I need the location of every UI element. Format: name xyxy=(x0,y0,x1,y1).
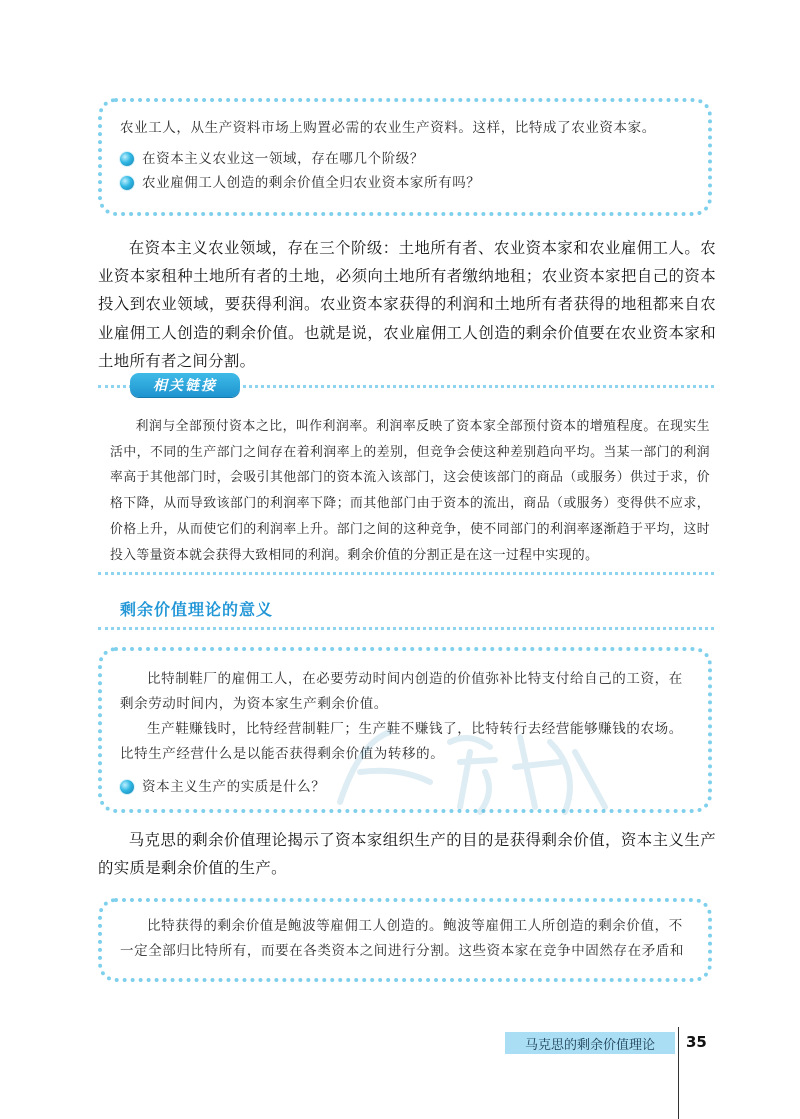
case-text-1: 农业工人，从生产资料市场上购置必需的农业生产资料。这样，比特成了农业资本家。 xyxy=(120,120,656,136)
main-paragraph-classes: 在资本主义农业领域，存在三个阶级：土地所有者、农业资本家和农业雇佣工人。农业资本家租种土地所有者的土地，必须向土地所有者缴纳地租；农业资本家把自己的资本投入到农业领域，要获得利润。农业资本家获得的利润和土地所有者获得的地租都来自农业雇佣工人创造的剩余价值。也就是说，农业雇佣工人创造的剩余价值要在农业资本家和土地所有者之间分割。 xyxy=(98,239,716,370)
page-number: 35 xyxy=(686,1033,707,1051)
footer-chapter-title: 马克思的剩余价值理论 xyxy=(505,1032,675,1054)
question-item-2 xyxy=(120,171,690,195)
case-box-2 xyxy=(98,647,712,813)
section-title-divider xyxy=(98,627,714,630)
question-bullet-icon xyxy=(120,780,134,794)
question-bullet-icon xyxy=(120,176,134,190)
case-text-2b: 生产鞋赚钱时，比特经营制鞋厂；生产鞋不赚钱了，比特转行去经营能够赚钱的农场。比特生产经营什么是以能否获得剩余价值为转移的。 xyxy=(120,721,683,762)
question-item-3 xyxy=(120,775,690,799)
question-text: 资本主义生产的实质是什么？ xyxy=(142,779,326,795)
footer-divider xyxy=(678,1027,679,1119)
section-title: 剩余价值理论的意义 xyxy=(120,600,274,619)
case-text-2a: 比特制鞋厂的雇佣工人，在必要劳动时间内创造的价值弥补比特支付给自己的工资，在剩余劳动时间内，为资本家生产剩余价值。 xyxy=(120,671,683,712)
question-item-1 xyxy=(120,147,690,171)
related-link-text: 利润与全部预付资本之比，叫作利润率。利润率反映了资本家全部预付资本的增殖程度。在现实生活中，不同的生产部门之间存在着利润率上的差别，但竞争会使这种差别趋向平均。当某一部门的利润率高于其他部门时，会吸引其他部门的资本流入该部门，这会使该部门的商品（或服务）供过于求，价格下降，从而导致该部门的利润率下降；而其他部门由于资本的流出，商品（或服务）变得供不应求，价格上升，从而使它们的利润率上升。部门之间的这种竞争，使不同部门的利润率逐渐趋于平均，这时投入等量资本就会获得大致相同的利润。剩余价值的分割正是在这一过程中实现的。 xyxy=(110,419,710,563)
question-text: 在资本主义农业这一领域，存在哪几个阶级？ xyxy=(142,151,424,167)
case-box-3 xyxy=(98,898,712,982)
case-box-1 xyxy=(98,98,712,216)
question-text: 农业雇佣工人创造的剩余价值全归农业资本家所有吗？ xyxy=(142,175,481,191)
case-text-3: 比特获得的剩余价值是鲍波等雇佣工人创造的。鲍波等雇佣工人所创造的剩余价值，不一定全部归比特所有，而要在各类资本之间进行分割。这些资本家在竞争中固然存在矛盾和 xyxy=(120,918,684,959)
main-paragraph-essence: 马克思的剩余价值理论揭示了资本家组织生产的目的是获得剩余价值，资本主义生产的实质是剩余价值的生产。 xyxy=(98,831,716,878)
related-link-badge: 相关链接 xyxy=(130,373,240,397)
question-bullet-icon xyxy=(120,152,134,166)
related-link-bottom-divider xyxy=(98,572,714,575)
